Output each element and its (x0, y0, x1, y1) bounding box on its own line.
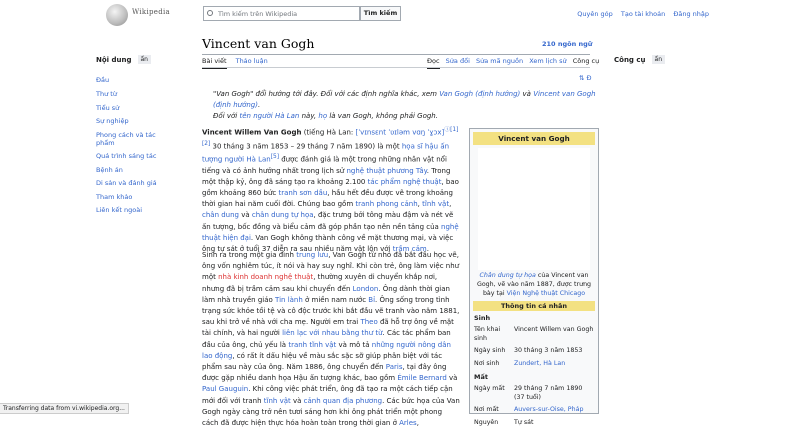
article-link[interactable]: chân dung (202, 211, 239, 219)
body-text: . Ông dành thời gian làm nhà truyền giáo (202, 285, 450, 304)
citation-link[interactable]: [1][2] (202, 127, 458, 147)
hatnote-text: và (520, 90, 533, 98)
infobox-portrait-image[interactable] (478, 148, 590, 270)
tab-talk[interactable]: Thảo luận (236, 57, 268, 68)
infobox-value-link[interactable]: Zundert, Hà Lan (514, 360, 594, 369)
toc-hide-button[interactable]: ẩn (138, 55, 151, 64)
body-text: , (449, 200, 451, 208)
article-link[interactable]: tác phẩm nghệ thuật (368, 178, 442, 186)
toc-item[interactable]: Bệnh án (96, 166, 176, 174)
body-text: , có rất ít dấu hiệu về màu sắc sặc sỡ giúp phân biệt với tác phẩm sau này của ông. Năm 1886, ông chuyển đến (202, 352, 442, 371)
body-text: , bao gồm khoảng 860 bức (202, 178, 459, 197)
article-link[interactable]: Arles (399, 419, 417, 427)
body-text: (tiếng Hà Lan: (301, 128, 355, 136)
infobox-section-header: Thông tin cá nhân (473, 301, 595, 311)
search-button[interactable]: Tìm kiếm (360, 6, 401, 21)
toc-item[interactable]: Tham khảo (96, 193, 176, 201)
infobox-row (470, 383, 598, 404)
toc-item[interactable]: Sự nghiệp (96, 117, 176, 125)
infobox-value: Tự sát (514, 419, 594, 428)
language-variant-icons[interactable]: ⇅ Đ (579, 74, 592, 82)
article-link[interactable]: Paris (386, 363, 403, 371)
table-of-contents (96, 55, 176, 220)
ipa-link[interactable]: [ˈvɪnsɛnt ˈʋɪləm vɑŋ ˈɣɔx] (356, 128, 445, 136)
article-link[interactable]: những người nông dân lao động (202, 341, 451, 360)
article-link[interactable]: chân dung tự họa (252, 211, 314, 219)
article-link[interactable]: nghệ thuật phương Tây (346, 167, 426, 175)
tab-tools[interactable]: Công cụ (573, 57, 600, 68)
body-text: và (239, 211, 252, 219)
hatnote-link[interactable]: tên người Hà Lan (239, 112, 299, 120)
hatnote (213, 89, 598, 122)
infobox-title: Vincent van Gogh (473, 132, 595, 145)
caption-link[interactable]: Chân dung tự họa (480, 272, 536, 279)
tab-edit-source[interactable]: Sửa mã nguồn (476, 57, 523, 68)
hatnote-link[interactable]: Van Gogh (định hướng) (439, 90, 520, 98)
infobox-value: Vincent Willem van Gogh (514, 326, 594, 343)
tools-title: Công cụ (614, 56, 646, 64)
body-text: . Van Gogh không thành công về mặt thương mại, và việc ông tự sát ở tuổi 37 diễn ra sau nhiều năm vật lộn với (202, 234, 453, 253)
toc-item-top[interactable]: Đầu (96, 76, 176, 84)
infobox-label: Nơi mất (474, 406, 514, 415)
body-text: . Các tác phẩm ban đầu của ông, chủ yếu là (202, 329, 451, 348)
toc-title: Nội dung (96, 56, 132, 64)
infobox-caption (470, 271, 598, 298)
body-text: và mô tả (336, 341, 371, 349)
body-text: , (417, 419, 419, 427)
infobox-label: Ngày mất (474, 385, 514, 402)
search-input[interactable]: Tìm kiếm trên Wikipedia (203, 6, 360, 21)
article-link[interactable]: Paul Gauguin (202, 385, 248, 393)
infobox-row (470, 417, 598, 429)
user-tools (571, 10, 709, 18)
audio-icon[interactable]: ⓘ (444, 127, 450, 133)
donate-link[interactable]: Quyên góp (577, 10, 613, 18)
toc-item[interactable]: Liên kết ngoài (96, 206, 176, 214)
browser-status-bar: Transferring data from vi.wikipedia.org... (0, 403, 129, 414)
body-text: và (291, 397, 304, 405)
toc-item[interactable]: Thư từ (96, 90, 176, 98)
toc-item[interactable]: Tiểu sử (96, 104, 176, 112)
language-selector[interactable]: 210 ngôn ngữ (542, 40, 592, 48)
article-link[interactable]: tranh phong cảnh (355, 200, 417, 208)
hatnote-text: là van Gogh, không phải Gogh. (327, 112, 438, 120)
article-link[interactable]: tĩnh vật (422, 200, 449, 208)
infobox-value: 29 tháng 7 năm 1890 (37 tuổi) (514, 385, 594, 402)
article-link[interactable]: Bỉ (368, 296, 375, 304)
title-divider (202, 54, 590, 55)
body-text: , đặc trưng bởi tông màu đậm và nét vẽ ấn tượng, bốc đồng và biểu cảm đã góp phần tạo nên nền tảng của (202, 211, 453, 230)
body-text: . Ông sống trong tình trạng sức khỏe tồi tệ và cô độc trước khi bắt đầu vẽ tranh vào năm 1881, sau khi trở về nhà với cha mẹ. Người em trai (202, 296, 459, 326)
site-header (0, 0, 800, 30)
infobox-value: 30 tháng 3 năm 1853 (514, 347, 594, 356)
intro-paragraph (202, 125, 462, 255)
wikipedia-wordmark[interactable]: Wikipedia (132, 8, 170, 16)
body-text: đã hỗ trợ ông về mặt tài chính, và hai người (202, 318, 454, 337)
citation-link[interactable]: [5] (271, 154, 279, 160)
tools-hide-button[interactable]: ẩn (652, 55, 665, 64)
article-link[interactable]: nghệ thuật hiện đại (202, 223, 459, 242)
hatnote-link[interactable]: Vincent van Gogh (định hướng) (213, 90, 596, 109)
body-text: , tại đây ông được gặp nhiều danh họa Hậu ấn tượng khác, bao gồm (202, 363, 446, 382)
tab-read[interactable]: Đọc (427, 57, 440, 69)
tab-article[interactable]: Bài viết (202, 57, 227, 69)
page-title: Vincent van Gogh (202, 36, 314, 51)
infobox-subheader: Sinh (470, 311, 598, 324)
body-paragraph (202, 250, 460, 429)
infobox-label: Tên khai sinh (474, 326, 514, 343)
article-link[interactable]: tĩnh vật (264, 397, 291, 405)
infobox-label: Nơi sinh (474, 360, 514, 369)
hatnote-text: . (258, 101, 260, 109)
article-link[interactable]: Theo (360, 318, 377, 326)
infobox-label: Nguyên (474, 419, 514, 428)
body-text: và (447, 374, 458, 382)
subject-name: Vincent Willem Van Gogh (202, 128, 301, 136)
article-link[interactable]: Tin lành (275, 296, 303, 304)
body-text: ở miền nam nước (303, 296, 368, 304)
toc-item[interactable]: Phong cách và tác phẩm (96, 131, 176, 147)
hatnote-text: "Van Gogh" đổi hướng tới đây. Đối với các định nghĩa khác, xem (213, 90, 439, 98)
article-link[interactable]: tranh tĩnh vật (288, 341, 336, 349)
article-link[interactable]: Émile Bernard (397, 374, 446, 382)
body-text: , Van Gogh từ nhỏ đã bắt đầu học vẽ, ông vốn nghiêm túc, ít nói và hay suy nghĩ. Khi còn trẻ, ông làm việc như một (202, 251, 459, 281)
body-text: , hầu hết đều được vẽ trong khoảng thời gian hai năm cuối đời. Chúng bao gồm (202, 189, 453, 208)
toc-item[interactable]: Di sản và đánh giá (96, 179, 176, 187)
hatnote-link[interactable]: họ (318, 112, 327, 120)
article-link[interactable]: cảnh quan địa phương (304, 397, 382, 405)
infobox-value-link[interactable]: Auvers-sur-Oise, Pháp (514, 406, 594, 415)
body-text: , (418, 200, 422, 208)
infobox-label: Ngày sinh (474, 347, 514, 356)
body-text: , thường xuyên di chuyển khắp nơi, nhưng đã bị trầm cảm sau khi chuyển đến (202, 273, 437, 292)
namespace-tabs (202, 57, 275, 65)
body-text: . Các bức họa của Van Gogh ngày càng trở nên tươi sáng hơn khi ông phát triển một phong cách đã được hiện thực hóa hoàn toàn trong thời gian ở (202, 397, 460, 427)
view-tabs (427, 57, 603, 65)
article-link[interactable]: họa sĩ hậu ấn tượng người Hà Lan (202, 142, 449, 164)
hatnote-text: Đối với (213, 112, 239, 120)
article-link[interactable]: tranh sơn dầu (278, 189, 327, 197)
infobox-subheader: Mất (470, 370, 598, 383)
body-text: được đánh giá là một trong những nhân vật nổi tiếng và có ảnh hưởng nhất trong lịch sử (202, 155, 447, 174)
login-link[interactable]: Đăng nhập (673, 10, 709, 18)
body-text: . Khi công việc phát triển, ông đã tạo ra một cách tiếp cận mới đối với tranh (202, 385, 453, 404)
body-text: 30 tháng 3 năm 1853 – 29 tháng 7 năm 1890) là một (210, 142, 402, 150)
create-account-link[interactable]: Tạo tài khoản (621, 10, 665, 18)
tab-edit[interactable]: Sửa đổi (446, 57, 470, 68)
infobox-row (470, 358, 598, 371)
toc-item[interactable]: Quá trình sáng tác (96, 152, 176, 160)
caption-text: của Vincent van Gogh, vẽ vào năm 1887, được trưng bày tại (477, 272, 591, 297)
infobox-row (470, 324, 598, 345)
tools-panel (614, 55, 665, 64)
article-link[interactable]: nhà kinh doanh nghệ thuật (218, 273, 313, 281)
hatnote-text: này, (299, 112, 318, 120)
body-text: Sinh ra trong một gia đình (202, 251, 296, 259)
article-link[interactable]: trung lưu (296, 251, 328, 259)
infobox-row (470, 404, 598, 417)
body-text: . Trong một thập kỷ, ông đã sáng tạo ra khoảng 2.100 (202, 167, 450, 186)
tabs-divider (202, 67, 590, 68)
search-icon (207, 10, 213, 16)
body-text: . (427, 245, 429, 253)
article-link[interactable]: trầm cảm (393, 245, 427, 253)
infobox-row (470, 345, 598, 358)
caption-link[interactable]: Viện Nghệ thuật Chicago (507, 290, 585, 297)
infobox (469, 128, 599, 414)
article-link[interactable]: liên lạc với nhau bằng thư từ (282, 329, 382, 337)
article-link[interactable]: London (353, 285, 379, 293)
wikipedia-globe-icon[interactable] (106, 4, 128, 26)
tab-history[interactable]: Xem lịch sử (529, 57, 566, 68)
